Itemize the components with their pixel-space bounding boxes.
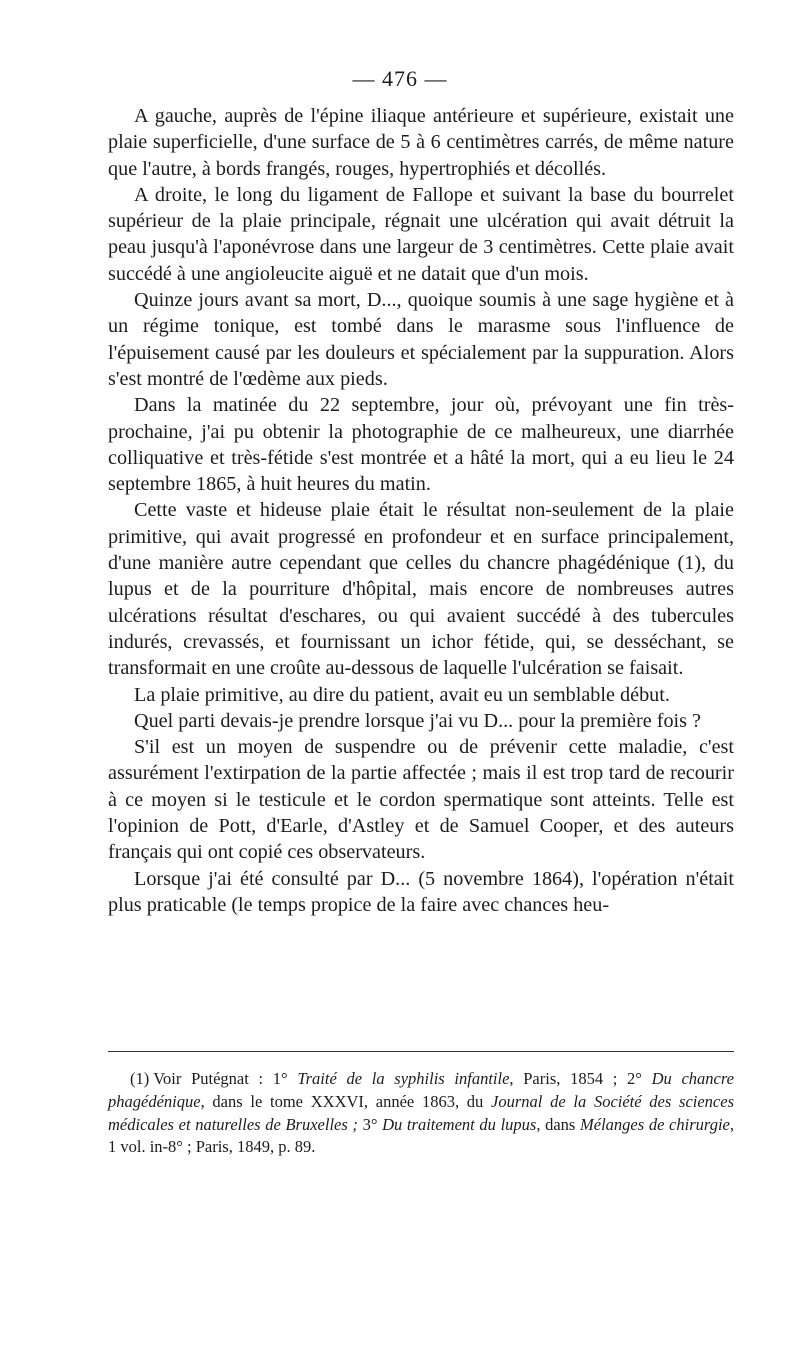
page-number: — 476 — [352, 66, 448, 91]
body-text [108, 103, 734, 918]
footnote-part: Du traitement du lupus [382, 1114, 537, 1134]
paragraph: Lorsque j'ai été consulté par D... (5 novembre 1864), l'opération n'était plus praticable (le temps propice de la faire avec chances heu- [108, 867, 734, 916]
footnote-part: Traité de la syphilis infantile [297, 1069, 510, 1088]
footnote-part: Du chancre phagédénique [108, 1069, 735, 1111]
footnote-marker: (1) [130, 1069, 150, 1088]
paragraph: Quel parti devais-je prendre lorsque j'ai vu D... pour la première fois ? [134, 709, 702, 732]
footnote-part: , 1 vol. in-8° ; Paris, 1849, p. 89. [108, 1114, 734, 1157]
paragraph: Quinze jours avant sa mort, D..., quoique soumis à une sage hygiène et à un régime tonique, est tombé dans le marasme sous l'influence de l'épuisement causé par les douleurs et spécialement par la suppuration. Alors s'est montré de l'œdème aux pieds. [108, 289, 734, 390]
footnote-divider [108, 1051, 734, 1052]
paragraph: Cette vaste et hideuse plaie était le résultat non-seulement de la plaie primitive, qui avait progressé en profondeur et en surface principalement, d'une manière autre cependant que celles du chancre phagédénique (1), du lupus et de la pourriture d'hôpital, mais encore de nombreuses autres ulcérations résultat d'eschares, ou qui avaient succédé à des tubercules indurés, crevassés, et fournissant un ichor fétide, qui, se desséchant, se transformait en une croûte au-dessous de laquelle l'ulcération se faisait. [108, 499, 734, 680]
paragraph: A droite, le long du ligament de Fallope et suivant la base du bourrelet supérieur de la plaie principale, régnait une ulcération qui avait détruit la peau jusqu'à l'aponévrose dans une largeur de 3 centimètres. Cette plaie avait succédé à une angioleucite aiguë et ne datait que d'un mois. [108, 183, 734, 285]
footnote [108, 1068, 734, 1159]
paragraph: La plaie primitive, au dire du patient, avait eu un semblable début. [134, 683, 670, 706]
footnote-part: , dans [536, 1114, 581, 1134]
footnote-part: 3° [357, 1114, 383, 1134]
footnote-part: , dans le tome XXXVI, année 1863, du [200, 1091, 492, 1111]
footnote-part: Journal de la Société des sciences médicales et naturelles de Bruxelles ; [108, 1091, 735, 1134]
paragraph: S'il est un moyen de suspendre ou de prévenir cette maladie, c'est assurément l'extirpation de la partie affectée ; mais il est trop tard de recourir à ce moyen si le testicule et le cordon spermatique sont atteints. Telle est l'opinion de Pott, d'Earle, d'Astley et de Samuel Cooper, et des auteurs français qui ont copié ces observateurs. [108, 736, 734, 864]
footnote-part: , Paris, 1854 ; 2° [509, 1069, 652, 1088]
paragraph: A gauche, auprès de l'épine iliaque antérieure et supérieure, existait une plaie superficielle, d'une surface de 5 à 6 centimètres carrés, de même nature que l'autre, à bords frangés, rouges, hypertrophiés et décollés. [108, 105, 734, 180]
paragraph: Dans la matinée du 22 septembre, jour où, prévoyant une fin très-prochaine, j'ai pu obtenir la photographie de ce malheureux, une diarrhée colliquative et très-fétide s'est montrée et a hâté la mort, qui a eu lieu le 24 septembre 1865, à huit heures du matin. [108, 394, 734, 496]
footnote-part: Voir Putégnat : 1° [153, 1069, 298, 1088]
footnote-part: Mélanges de chirurgie [580, 1114, 730, 1134]
